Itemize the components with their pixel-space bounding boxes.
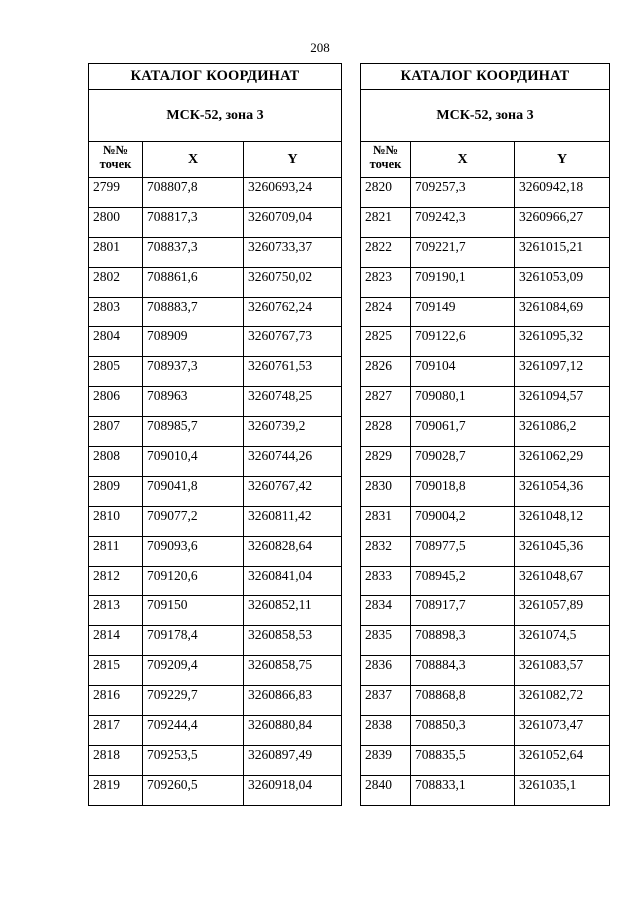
catalog-subtitle: МСК-52, зона 3 (89, 90, 342, 142)
coord-y: 3261074,5 (515, 626, 610, 656)
table-row (361, 447, 610, 477)
coord-x: 709150 (143, 596, 244, 626)
coord-x: 708985,7 (143, 417, 244, 447)
coord-x: 709221,7 (411, 237, 515, 267)
table-row (89, 237, 342, 267)
point-number: 2827 (361, 387, 411, 417)
point-number: 2823 (361, 267, 411, 297)
coord-x: 708861,6 (143, 267, 244, 297)
coord-y: 3261083,57 (515, 656, 610, 686)
table-row (89, 566, 342, 596)
table-row (89, 267, 342, 297)
coord-x: 709028,7 (411, 447, 515, 477)
coord-x: 708977,5 (411, 536, 515, 566)
coord-y: 3260709,04 (244, 207, 342, 237)
coordinate-catalog-left (88, 63, 342, 806)
coord-y: 3260733,37 (244, 237, 342, 267)
point-number: 2808 (89, 447, 143, 477)
coord-x: 708945,2 (411, 566, 515, 596)
point-number: 2817 (89, 716, 143, 746)
coord-y: 3261084,69 (515, 297, 610, 327)
coord-x: 709080,1 (411, 387, 515, 417)
point-number: 2825 (361, 327, 411, 357)
header-point-number: №№ точек (89, 142, 143, 178)
coord-x: 709242,3 (411, 207, 515, 237)
coord-y: 3261086,2 (515, 417, 610, 447)
coord-x: 709041,8 (143, 476, 244, 506)
table-row (361, 506, 610, 536)
coord-x: 709253,5 (143, 745, 244, 775)
point-number: 2826 (361, 357, 411, 387)
table-row (89, 447, 342, 477)
table-row (361, 626, 610, 656)
point-number: 2824 (361, 297, 411, 327)
coord-y: 3260748,25 (244, 387, 342, 417)
coord-x: 709120,6 (143, 566, 244, 596)
coord-y: 3261052,64 (515, 745, 610, 775)
point-number: 2835 (361, 626, 411, 656)
coord-x: 709178,4 (143, 626, 244, 656)
table-row (361, 745, 610, 775)
point-number: 2800 (89, 207, 143, 237)
page-number: 208 (310, 40, 330, 55)
point-number: 2815 (89, 656, 143, 686)
coord-x: 708917,7 (411, 596, 515, 626)
point-number: 2839 (361, 745, 411, 775)
coord-x: 708817,3 (143, 207, 244, 237)
coord-y: 3261057,89 (515, 596, 610, 626)
table-row (361, 178, 610, 208)
point-number: 2803 (89, 297, 143, 327)
coord-y: 3260858,75 (244, 656, 342, 686)
coord-y: 3261062,29 (515, 447, 610, 477)
table-row (361, 297, 610, 327)
coord-y: 3260744,26 (244, 447, 342, 477)
coord-y: 3261082,72 (515, 686, 610, 716)
coord-y: 3261048,12 (515, 506, 610, 536)
point-number: 2810 (89, 506, 143, 536)
coord-x: 709104 (411, 357, 515, 387)
coord-x: 709257,3 (411, 178, 515, 208)
coord-y: 3261045,36 (515, 536, 610, 566)
table-row (361, 716, 610, 746)
coord-y: 3260852,11 (244, 596, 342, 626)
coord-x: 708884,3 (411, 656, 515, 686)
coord-y: 3260762,24 (244, 297, 342, 327)
coord-y: 3261054,36 (515, 476, 610, 506)
catalog-title: КАТАЛОГ КООРДИНАТ (361, 64, 610, 90)
coord-y: 3260739,2 (244, 417, 342, 447)
table-row (361, 327, 610, 357)
coord-y: 3260897,49 (244, 745, 342, 775)
coord-y: 3261097,12 (515, 357, 610, 387)
table-row (89, 716, 342, 746)
table-row (89, 417, 342, 447)
coord-y: 3260942,18 (515, 178, 610, 208)
coord-x: 709004,2 (411, 506, 515, 536)
header-y: Y (515, 142, 610, 178)
header-x: X (411, 142, 515, 178)
point-number: 2831 (361, 506, 411, 536)
table-row (361, 237, 610, 267)
coord-y: 3260858,53 (244, 626, 342, 656)
point-number: 2805 (89, 357, 143, 387)
table-row (361, 357, 610, 387)
coord-x: 709229,7 (143, 686, 244, 716)
coord-y: 3261095,32 (515, 327, 610, 357)
coord-y: 3260811,42 (244, 506, 342, 536)
coord-y: 3260761,53 (244, 357, 342, 387)
coord-x: 708835,5 (411, 745, 515, 775)
table-row (89, 686, 342, 716)
point-number: 2822 (361, 237, 411, 267)
point-number: 2840 (361, 775, 411, 805)
coord-y: 3260918,04 (244, 775, 342, 805)
coord-y: 3260828,64 (244, 536, 342, 566)
point-number: 2828 (361, 417, 411, 447)
point-number: 2806 (89, 387, 143, 417)
coord-x: 709018,8 (411, 476, 515, 506)
coordinate-catalog-right (360, 63, 610, 806)
point-number: 2821 (361, 207, 411, 237)
point-number: 2801 (89, 237, 143, 267)
catalog-subtitle: МСК-52, зона 3 (361, 90, 610, 142)
coord-x: 709061,7 (411, 417, 515, 447)
point-number: 2812 (89, 566, 143, 596)
coord-y: 3260880,84 (244, 716, 342, 746)
table-row (89, 207, 342, 237)
table-row (361, 596, 610, 626)
table-row (89, 387, 342, 417)
coord-x: 708850,3 (411, 716, 515, 746)
header-x: X (143, 142, 244, 178)
table-row (361, 566, 610, 596)
header-point-number: №№ точек (361, 142, 411, 178)
point-number: 2807 (89, 417, 143, 447)
table-row (89, 626, 342, 656)
coord-x: 709190,1 (411, 267, 515, 297)
coord-x: 709244,4 (143, 716, 244, 746)
coord-y: 3260866,83 (244, 686, 342, 716)
coord-y: 3260693,24 (244, 178, 342, 208)
coord-y: 3260750,02 (244, 267, 342, 297)
point-number: 2813 (89, 596, 143, 626)
coord-y: 3260966,27 (515, 207, 610, 237)
coord-x: 709209,4 (143, 656, 244, 686)
table-row (361, 775, 610, 805)
point-number: 2829 (361, 447, 411, 477)
table-row (361, 476, 610, 506)
point-number: 2804 (89, 327, 143, 357)
coord-x: 708833,1 (411, 775, 515, 805)
catalog-title: КАТАЛОГ КООРДИНАТ (89, 64, 342, 90)
table-row (361, 417, 610, 447)
coord-x: 708909 (143, 327, 244, 357)
table-row (89, 476, 342, 506)
point-number: 2811 (89, 536, 143, 566)
point-number: 2809 (89, 476, 143, 506)
point-number: 2802 (89, 267, 143, 297)
table-row (89, 596, 342, 626)
coord-y: 3260841,04 (244, 566, 342, 596)
coord-x: 708883,7 (143, 297, 244, 327)
table-row (89, 297, 342, 327)
coord-x: 709010,4 (143, 447, 244, 477)
table-row (89, 357, 342, 387)
coord-x: 708937,3 (143, 357, 244, 387)
table-row (89, 178, 342, 208)
coord-x: 709260,5 (143, 775, 244, 805)
point-number: 2837 (361, 686, 411, 716)
coord-x: 709149 (411, 297, 515, 327)
point-number: 2838 (361, 716, 411, 746)
coord-x: 708963 (143, 387, 244, 417)
point-number: 2820 (361, 178, 411, 208)
point-number: 2836 (361, 656, 411, 686)
coord-y: 3261094,57 (515, 387, 610, 417)
table-row (89, 656, 342, 686)
coord-y: 3260767,42 (244, 476, 342, 506)
coord-x: 709077,2 (143, 506, 244, 536)
coord-x: 708898,3 (411, 626, 515, 656)
point-number: 2799 (89, 178, 143, 208)
table-row (89, 745, 342, 775)
point-number: 2834 (361, 596, 411, 626)
point-number: 2819 (89, 775, 143, 805)
coord-x: 708807,8 (143, 178, 244, 208)
coord-x: 709122,6 (411, 327, 515, 357)
point-number: 2830 (361, 476, 411, 506)
coord-y: 3261015,21 (515, 237, 610, 267)
point-number: 2814 (89, 626, 143, 656)
coord-y: 3260767,73 (244, 327, 342, 357)
table-row (89, 327, 342, 357)
table-row (361, 686, 610, 716)
point-number: 2818 (89, 745, 143, 775)
table-row (89, 506, 342, 536)
coord-y: 3261053,09 (515, 267, 610, 297)
coord-x: 708868,8 (411, 686, 515, 716)
point-number: 2833 (361, 566, 411, 596)
table-row (361, 267, 610, 297)
table-row (361, 387, 610, 417)
coord-y: 3261073,47 (515, 716, 610, 746)
table-row (361, 656, 610, 686)
coord-y: 3261048,67 (515, 566, 610, 596)
point-number: 2832 (361, 536, 411, 566)
coord-y: 3261035,1 (515, 775, 610, 805)
coord-x: 708837,3 (143, 237, 244, 267)
table-row (89, 536, 342, 566)
table-row (89, 775, 342, 805)
point-number: 2816 (89, 686, 143, 716)
table-row (361, 536, 610, 566)
table-row (361, 207, 610, 237)
header-y: Y (244, 142, 342, 178)
coord-x: 709093,6 (143, 536, 244, 566)
